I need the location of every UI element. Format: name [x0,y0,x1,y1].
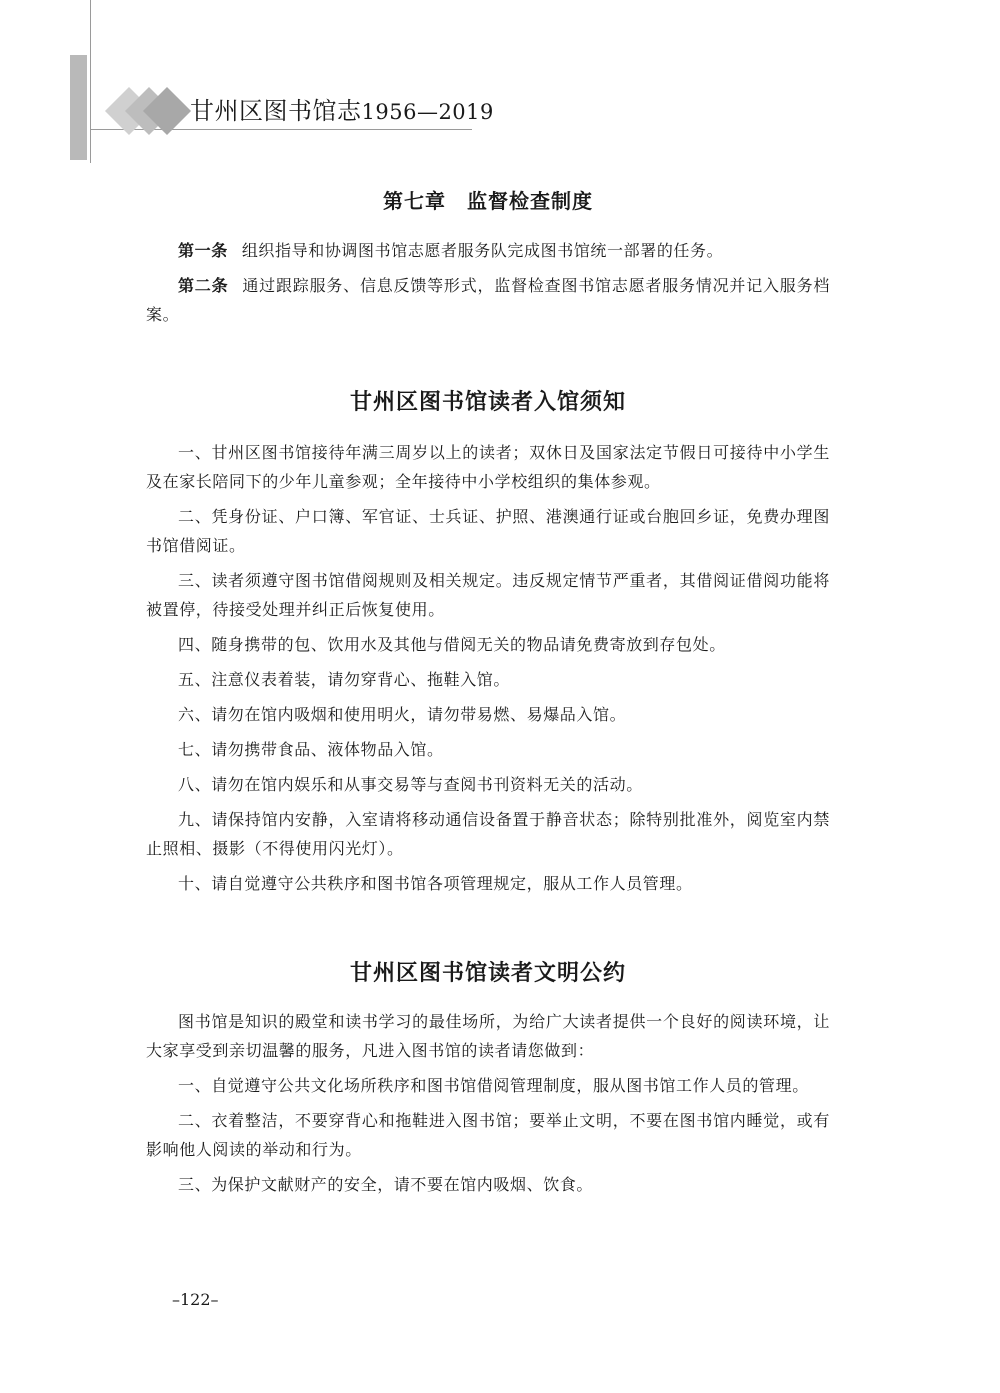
notice-item: 二、凭身份证、户口簿、军官证、士兵证、护照、港澳通行证或台胞回乡证，免费办理图书馆借阅证。 [146,507,830,555]
article-paragraph [146,236,830,265]
header-gray-bar [70,55,87,160]
convention-item: 一、自觉遵守公共文化场所秩序和图书馆借阅管理制度，服从图书馆工作人员的管理。 [178,1076,809,1095]
article-paragraph [146,271,830,329]
notice-item: 三、读者须遵守图书馆借阅规则及相关规定。违反规定情节严重者，其借阅证借阅功能将被置停，待接受处理并纠正后恢复使用。 [146,571,830,619]
article-label: 第一条 [178,241,228,260]
page-number: –122– [172,1290,219,1309]
notice-item: 九、请保持馆内安静，入室请将移动通信设备置于静音状态；除特别批准外，阅览室内禁止照相、摄影（不得使用闪光灯）。 [146,810,830,858]
convention-item: 三、为保护文献财产的安全，请不要在馆内吸烟、饮食。 [178,1175,594,1194]
notice-item: 六、请勿在馆内吸烟和使用明火，请勿带易燃、易爆品入馆。 [178,705,627,724]
notice-title: 甘州区图书馆读者入馆须知 [349,390,626,415]
notice-item: 四、随身携带的包、饮用水及其他与借阅无关的物品请免费寄放到存包处。 [178,635,726,654]
book-title-years: 1956—2019 [361,100,494,124]
article-label: 第二条 [178,276,229,295]
notice-item: 八、请勿在馆内娱乐和从事交易等与查阅书刊资料无关的活动。 [178,775,643,794]
convention-title: 甘州区图书馆读者文明公约 [349,961,626,986]
header-vertical-rule [90,0,91,163]
chapter-title: 第七章 监督检查制度 [383,189,593,213]
page-content [146,180,830,1205]
convention-item: 二、衣着整洁，不要穿背心和拖鞋进入图书馆；要举止文明，不要在图书馆内睡觉，或有影响他人阅读的举动和行为。 [146,1111,830,1159]
article-text: 组织指导和协调图书馆志愿者服务队完成图书馆统一部署的任务。 [241,241,724,260]
notice-item: 七、请勿携带食品、液体物品入馆。 [178,740,444,759]
notice-item: 一、甘州区图书馆接待年满三周岁以上的读者；双休日及国家法定节假日可接待中小学生及在家长陪同下的少年儿童参观；全年接待中小学校组织的集体参观。 [146,443,830,491]
convention-intro: 图书馆是知识的殿堂和读书学习的最佳场所，为给广大读者提供一个良好的阅读环境，让大家享受到亲切温馨的服务，凡进入图书馆的读者请您做到： [146,1012,830,1060]
article-text: 通过跟踪服务、信息反馈等形式，监督检查图书馆志愿者服务情况并记入服务档案。 [146,276,830,324]
book-title-text: 甘州区图书馆志 [190,97,362,125]
running-header-title [190,91,494,126]
notice-item: 五、注意仪表着装，请勿穿背心、拖鞋入馆。 [178,670,511,689]
notice-item: 十、请自觉遵守公共秩序和图书馆各项管理规定，服从工作人员管理。 [178,874,693,893]
